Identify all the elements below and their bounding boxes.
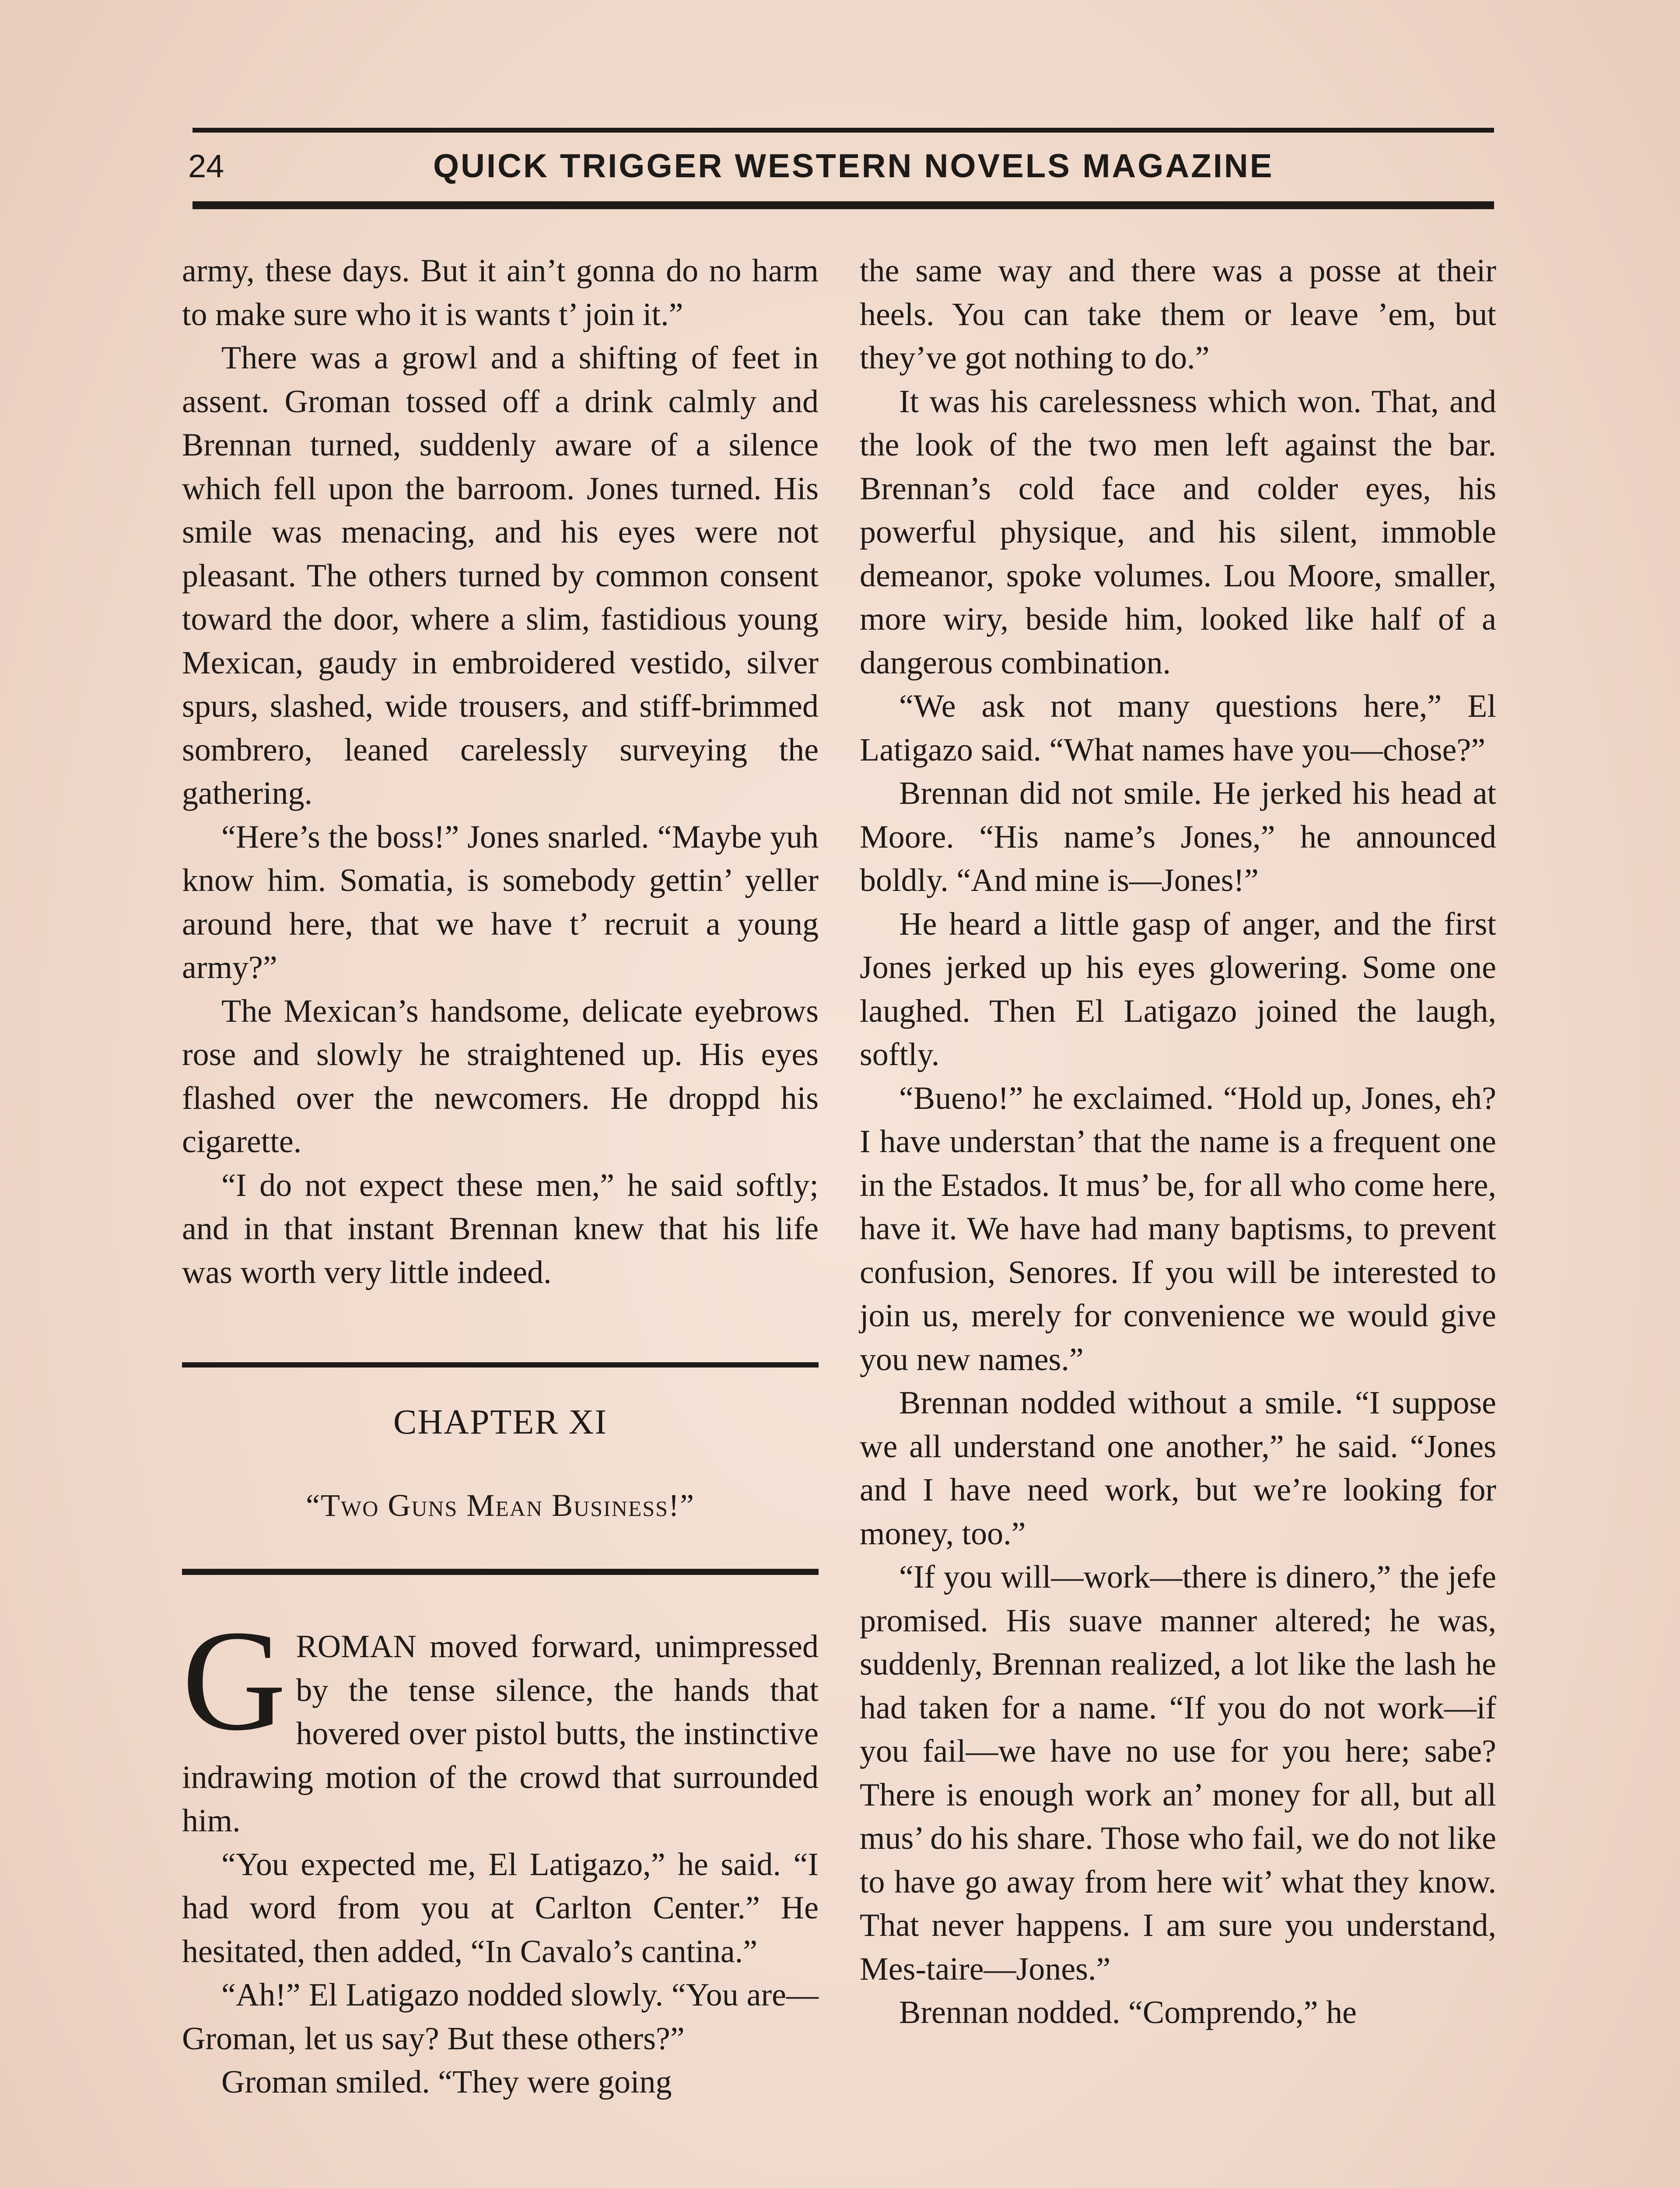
paragraph: “I do not expect these men,” he said softly; and in that instant Brennan knew that his life was worth very little indeed. bbox=[182, 1167, 819, 1290]
paragraph: “You expected me, El Latigazo,” he said. “I had word from you at Carlton Center.” He hesitated, then added, “In Cavalo’s cantina.” bbox=[182, 1846, 819, 1970]
paragraph: “If you will—work—there is dinero,” the jefe promised. His suave manner altered; he was, suddenly, Brennan realized, a lot like the lash he had taken for a name. “If you do not work—if you fail—we have no use for you here; sabe? There is enough work an’ money for all, but all mus’ do his share. Those who fail, we do not like to have go away from here wit’ what they know. That never happens. I am sure you understand, Mes-taire—Jones.” bbox=[860, 1559, 1496, 1987]
paragraph: army, these days. But it ain’t gonna do no harm to make sure who it is wants t’ join it.” bbox=[182, 253, 819, 333]
paragraph: It was his carelessness which won. That, and the look of the two men left against the bar. Brennan’s cold face and colder eyes, his powerful physique, and his silent, immoble demeanor, spoke volumes. Lou Moore, smaller, more wiry, beside him, looked like half of a dangerous combination. bbox=[860, 383, 1496, 681]
paragraph: Brennan did not smile. He jerked his head at Moore. “His name’s Jones,” he announced boldly. “And mine is—Jones!” bbox=[860, 775, 1496, 898]
paragraph: There was a growl and a shifting of feet in assent. Groman tossed off a drink calmly and Brennan turned, suddenly aware of a silence which fell upon the barroom. Jones turned. His smile was menacing, and his eyes were not pleasant. The others turned by common consent toward the door, where a slim, fastidious young Mexican, gaudy in embroidered vestido, silver spurs, slashed, wide trousers, and stiff-brimmed sombrero, leaned carelessly surveying the gathering. bbox=[182, 340, 819, 811]
paragraph: Brennan nodded without a smile. “I suppose we all understand one another,” he said. “Jones and I have need work, but we’re looking for money, too.” bbox=[860, 1385, 1496, 1552]
chapter-opening-text: ROMAN moved forward, unimpressed by the tense silence, the hands that hovered over pistol butts, the instinctive indrawing motion of the crowd that surrounded him. bbox=[182, 1629, 819, 1839]
magazine-title: QUICK TRIGGER WESTERN NOVELS MAGAZINE bbox=[433, 147, 1274, 185]
page-number: 24 bbox=[188, 148, 224, 184]
chapter-subtitle: “Two Guns Mean Business!” bbox=[306, 1488, 695, 1523]
right-column-paragraphs bbox=[860, 249, 1496, 2035]
paragraph: Brennan nodded. “Comprendo,” he bbox=[899, 1995, 1357, 2030]
paragraph: “Ah!” El Latigazo nodded slowly. “You are—Groman, let us say? But these others?” bbox=[182, 1977, 819, 2057]
chapter-opening-paragraph bbox=[182, 1601, 819, 1843]
drop-cap: G bbox=[182, 1601, 287, 1760]
left-column-paragraphs-after bbox=[182, 1843, 819, 2104]
chapter-rule-bottom bbox=[182, 1569, 819, 1575]
header-rule-top bbox=[192, 128, 1494, 133]
paragraph: “We ask not many questions here,” El Latigazo said. “What names have you—chose?” bbox=[860, 688, 1496, 768]
header-rule-bottom bbox=[192, 201, 1494, 209]
left-column bbox=[182, 249, 819, 2104]
right-column bbox=[860, 249, 1496, 2035]
paragraph: He heard a little gasp of anger, and the first Jones jerked up his eyes glowering. Some one laughed. Then El Latigazo joined the laugh, softly. bbox=[860, 906, 1496, 1073]
paragraph: Groman smiled. “They were going bbox=[221, 2064, 672, 2100]
paragraph: The Mexican’s handsome, delicate eyebrows rose and slowly he straightened up. His eyes flashed over the newcomers. He droppd his cigarette. bbox=[182, 993, 819, 1160]
chapter-heading: CHAPTER XI bbox=[393, 1403, 607, 1441]
left-column-paragraphs bbox=[182, 249, 819, 1294]
paragraph: “Here’s the boss!” Jones snarled. “Maybe yuh know him. Somatia, is somebody gettin’ yeller around here, that we have t’ recruit a young army?” bbox=[182, 819, 819, 985]
paragraph: “Bueno!” he exclaimed. “Hold up, Jones, eh? I have understan’ that the name is a frequent one in the Estados. It mus’ be, for all who come here, have it. We have had many baptisms, to prevent confusion, Senores. If you will be interested to join us, merely for convenience we would give you new names.” bbox=[860, 1080, 1496, 1378]
paragraph: the same way and there was a posse at their heels. You can take them or leave ’em, but they’ve got nothing to do.” bbox=[860, 253, 1496, 376]
chapter-rule-top bbox=[182, 1362, 819, 1368]
